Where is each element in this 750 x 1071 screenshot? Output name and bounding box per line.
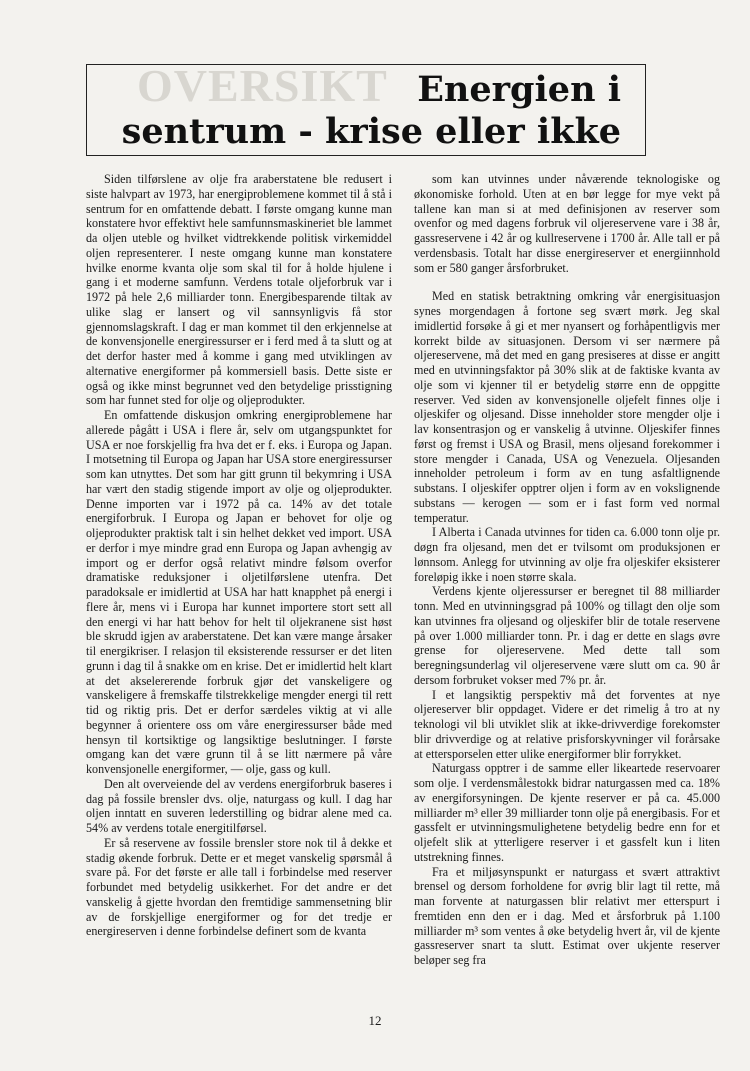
- page-title: [122, 69, 621, 153]
- paragraph: Er så reservene av fossile brensler store nok til å dekke et stadig økende forbruk. Dette er et meget vanskelig spørsmål å svare på. For det første er alle tall i forbindelse med reserver forbundet med betydelig usikkerhet. For det andre er det vanskelig å gjette hvordan den fremtidige sammensetning blir av de forskjellige energiformer og for det tredje er energireserven i denne forbindelse definert som de kvanta: [86, 835, 392, 939]
- title-line-1: Energien i: [417, 69, 621, 110]
- paragraph: som kan utvinnes under nåværende teknologiske og økonomiske forhold. Uten at en bør legge for mye vekt på tallene kan man si at med definisjonen av reserver som ovenfor og med dagens forbruk vil oljereservene vare i 38 år, gassreservene i 42 år og kullreservene i 1700 år. Alle tall er på verdensbasis. Totalt har disse energireserver et energiinnhold som er 580 ganger årsforbruket.: [414, 172, 720, 275]
- ghost-text: OVERSIKT: [137, 64, 388, 111]
- paragraph: Siden tilførslene av olje fra araberstatene ble redusert i siste halvpart av 1973, har energiproblemene kommet til å stå i sentrum for en omfattende debatt. I første omgang kunne man konstatere hvor effektivt hele samfunnsmaskineriet ble lammet da oljen uteble og hvilket vidtrekkende politisk virkemiddel oljen representerer. I neste omgang kunne man konstatere hvilke enorme kvanta olje som skal til for å holde hjulene i gang i et moderne samfunn. Verdens totale oljeforbruk var i 1972 på hele 2,6 milliarder tonn. Energibesparende tiltak av ulike slag er lansert og vil sannsynligvis få stor gjennomslagskraft. I dag er man kommet til den erkjennelse at de konvensjonelle energiressurser er i ferd med å ta slutt og at det derfor haster med å komme i gang med utviklingen av alternative energiformer på kommersiell basis. Dette siste er også og ikke minst begrunnet ved den betydelige prisstigning som har funnet sted for olje og oljeprodukter.: [86, 172, 392, 408]
- right-column: [414, 172, 720, 1002]
- paragraph: I et langsiktig perspektiv må det forventes at nye oljereserver blir oppdaget. Videre er det rimelig å tro at ny teknologi vil bli utviklet slik at ikke-drivverdige forekomster blir drivverdige og at relative prisforskyvninger vil forårsake at ettersporselen etter ulike energiformer blir forrykket.: [414, 687, 720, 761]
- page-number: 12: [368, 1013, 382, 1028]
- title-box: [86, 64, 646, 156]
- paragraph: Verdens kjente oljeressurser er beregnet til 88 milliarder tonn. Med en utvinningsgrad på 100% og tillagt den olje som kan utvinnes fra oljesand og oljeskifer blir de totale reservene på over 1.000 milliarder tonn. Pr. i dag er dette en slags øvre grense for oljereservene. Med dette tall som beregningsunderlag vil oljereservene være slutt om ca. 90 år dersom forbruket vokser med 7% pr. år.: [414, 584, 720, 687]
- paragraph: Den alt overveiende del av verdens energiforbruk baseres i dag på fossile brensler dvs. olje, naturgass og kull. I dag har oljen inntatt en suveren lederstilling og bidrar alene med ca. 54% av verdens totale energitilførsel.: [86, 776, 392, 835]
- paragraph: En omfattende diskusjon omkring energiproblemene har allerede pågått i USA i flere år, selv om utgangspunktet for USA er noe forskjellig fra hva det er f. eks. i Europa og Japan. I motsetning til Europa og Japan har USA store energiressurser som kan utnyttes. Det som har gitt grunn til bekymring i USA har vært den stadig stigende import av olje og oljeprodukter. Denne importen var i 1972 på ca. 14% av det totale energiforbruk. I Europa og Japan er behovet for olje og oljeprodukter praktisk talt i sin helhet dekket ved import. USA er derfor i mye mindre grad enn Europa og Japan avhengig av import og er derfor også relativt mindre følsom overfor dramatiske reduksjoner i oljetilførslene utenfra. Det paradoksale er imidlertid at USA har hatt knapphet på energi i flere år, mens vi i Europa har kunnet importere stort sett all den energi vi har hatt behov for helt til oljekranene sist høst ble skrudd igjen av araberstatene. Det kan være mange årsaker til energikriser. I relasjon til eksisterende ressurser er det liten grunn i dag til å snakke om en krise. Det er imidlertid helt klart at det akselererende forbruk gjør det vanskeligere og vanskeligere å fremskaffe tilstrekkelige mengder energi til rett tid og riktig pris. Det er derfor særdeles viktig at vi alle begynner å orientere oss om våre energiressurser både med hensyn til kortsiktige og langsiktige beslutninger. I første omgang kan det være grunn til å se litt nærmere på våre konvensjonelle energiformer, — olje, gass og kull.: [86, 408, 392, 776]
- paragraph: Med en statisk betraktning omkring vår energisituasjon synes morgendagen å fortone seg svært mørk. Jeg skal imidlertid forsøke å gi et mer nyansert og forhåpentligvis mer korrekt bilde av situasjonen. Dersom vi ser nærmere på oljereservene, må det med en gang presiseres at disse er angitt med en utvinningsfaktor på 30% slik at de faktiske kvanta av olje som vi kjenner til er betydelig større enn de oppgitte reserver. Ved siden av konvensjonelle oljefelt finnes olje i oljeskifer og oljesand. Disse inneholder store mengder olje i lav konsentrasjon og er vanskelig å utvinne. Oljeskifer finnes først og fremst i USA og Brasil, mens oljesand forekommer i store mengder i Canada, USA og Venezuela. Oljesanden inneholder petroleum i form av en tung asfaltlignende substans. I oljeskifer opptrer oljen i form av en vokslignende substans — kerogen — som er i fast form ved normal temperatur.: [414, 289, 720, 525]
- paragraph: I Alberta i Canada utvinnes for tiden ca. 6.000 tonn olje pr. døgn fra oljesand, men det er tvilsomt om produksjonen er lønnsom. Anlegg for utvinning av olje fra oljeskifer eksisterer foreløpig ikke i noen større skala.: [414, 525, 720, 584]
- left-column: [86, 172, 392, 1002]
- title-line-2: sentrum - krise eller ikke: [121, 111, 621, 152]
- article-body: [86, 172, 720, 1002]
- paragraph: Fra et miljøsynspunkt er naturgass et svært attraktivt brensel og dersom forholdene for øvrig blir lagt til rette, må man forvente at naturgassen blir relativt mer etterspurt i fremtiden enn den er i dag. Med et årsforbruk på 1.100 milliarder m³ som ventes å øke betydelig hvert år, vil de kjente gassreserver snart ta slutt. Estimat over ukjente reserver beløper seg fra: [414, 864, 720, 967]
- paragraph: Naturgass opptrer i de samme eller likeartede reservoarer som olje. I verdensmålestokk bidrar naturgassen med ca. 18% av energiforsyningen. De kjente reserver er på ca. 45.000 milliarder m³ eller 39 milliarder tonn olje på energibasis. For et gassfelt er utvinningsmulighetene betydelig bedre enn for et oljefelt slik at ytterligere reserver i et gassfelt kun i liten utstrekning finnes.: [414, 761, 720, 864]
